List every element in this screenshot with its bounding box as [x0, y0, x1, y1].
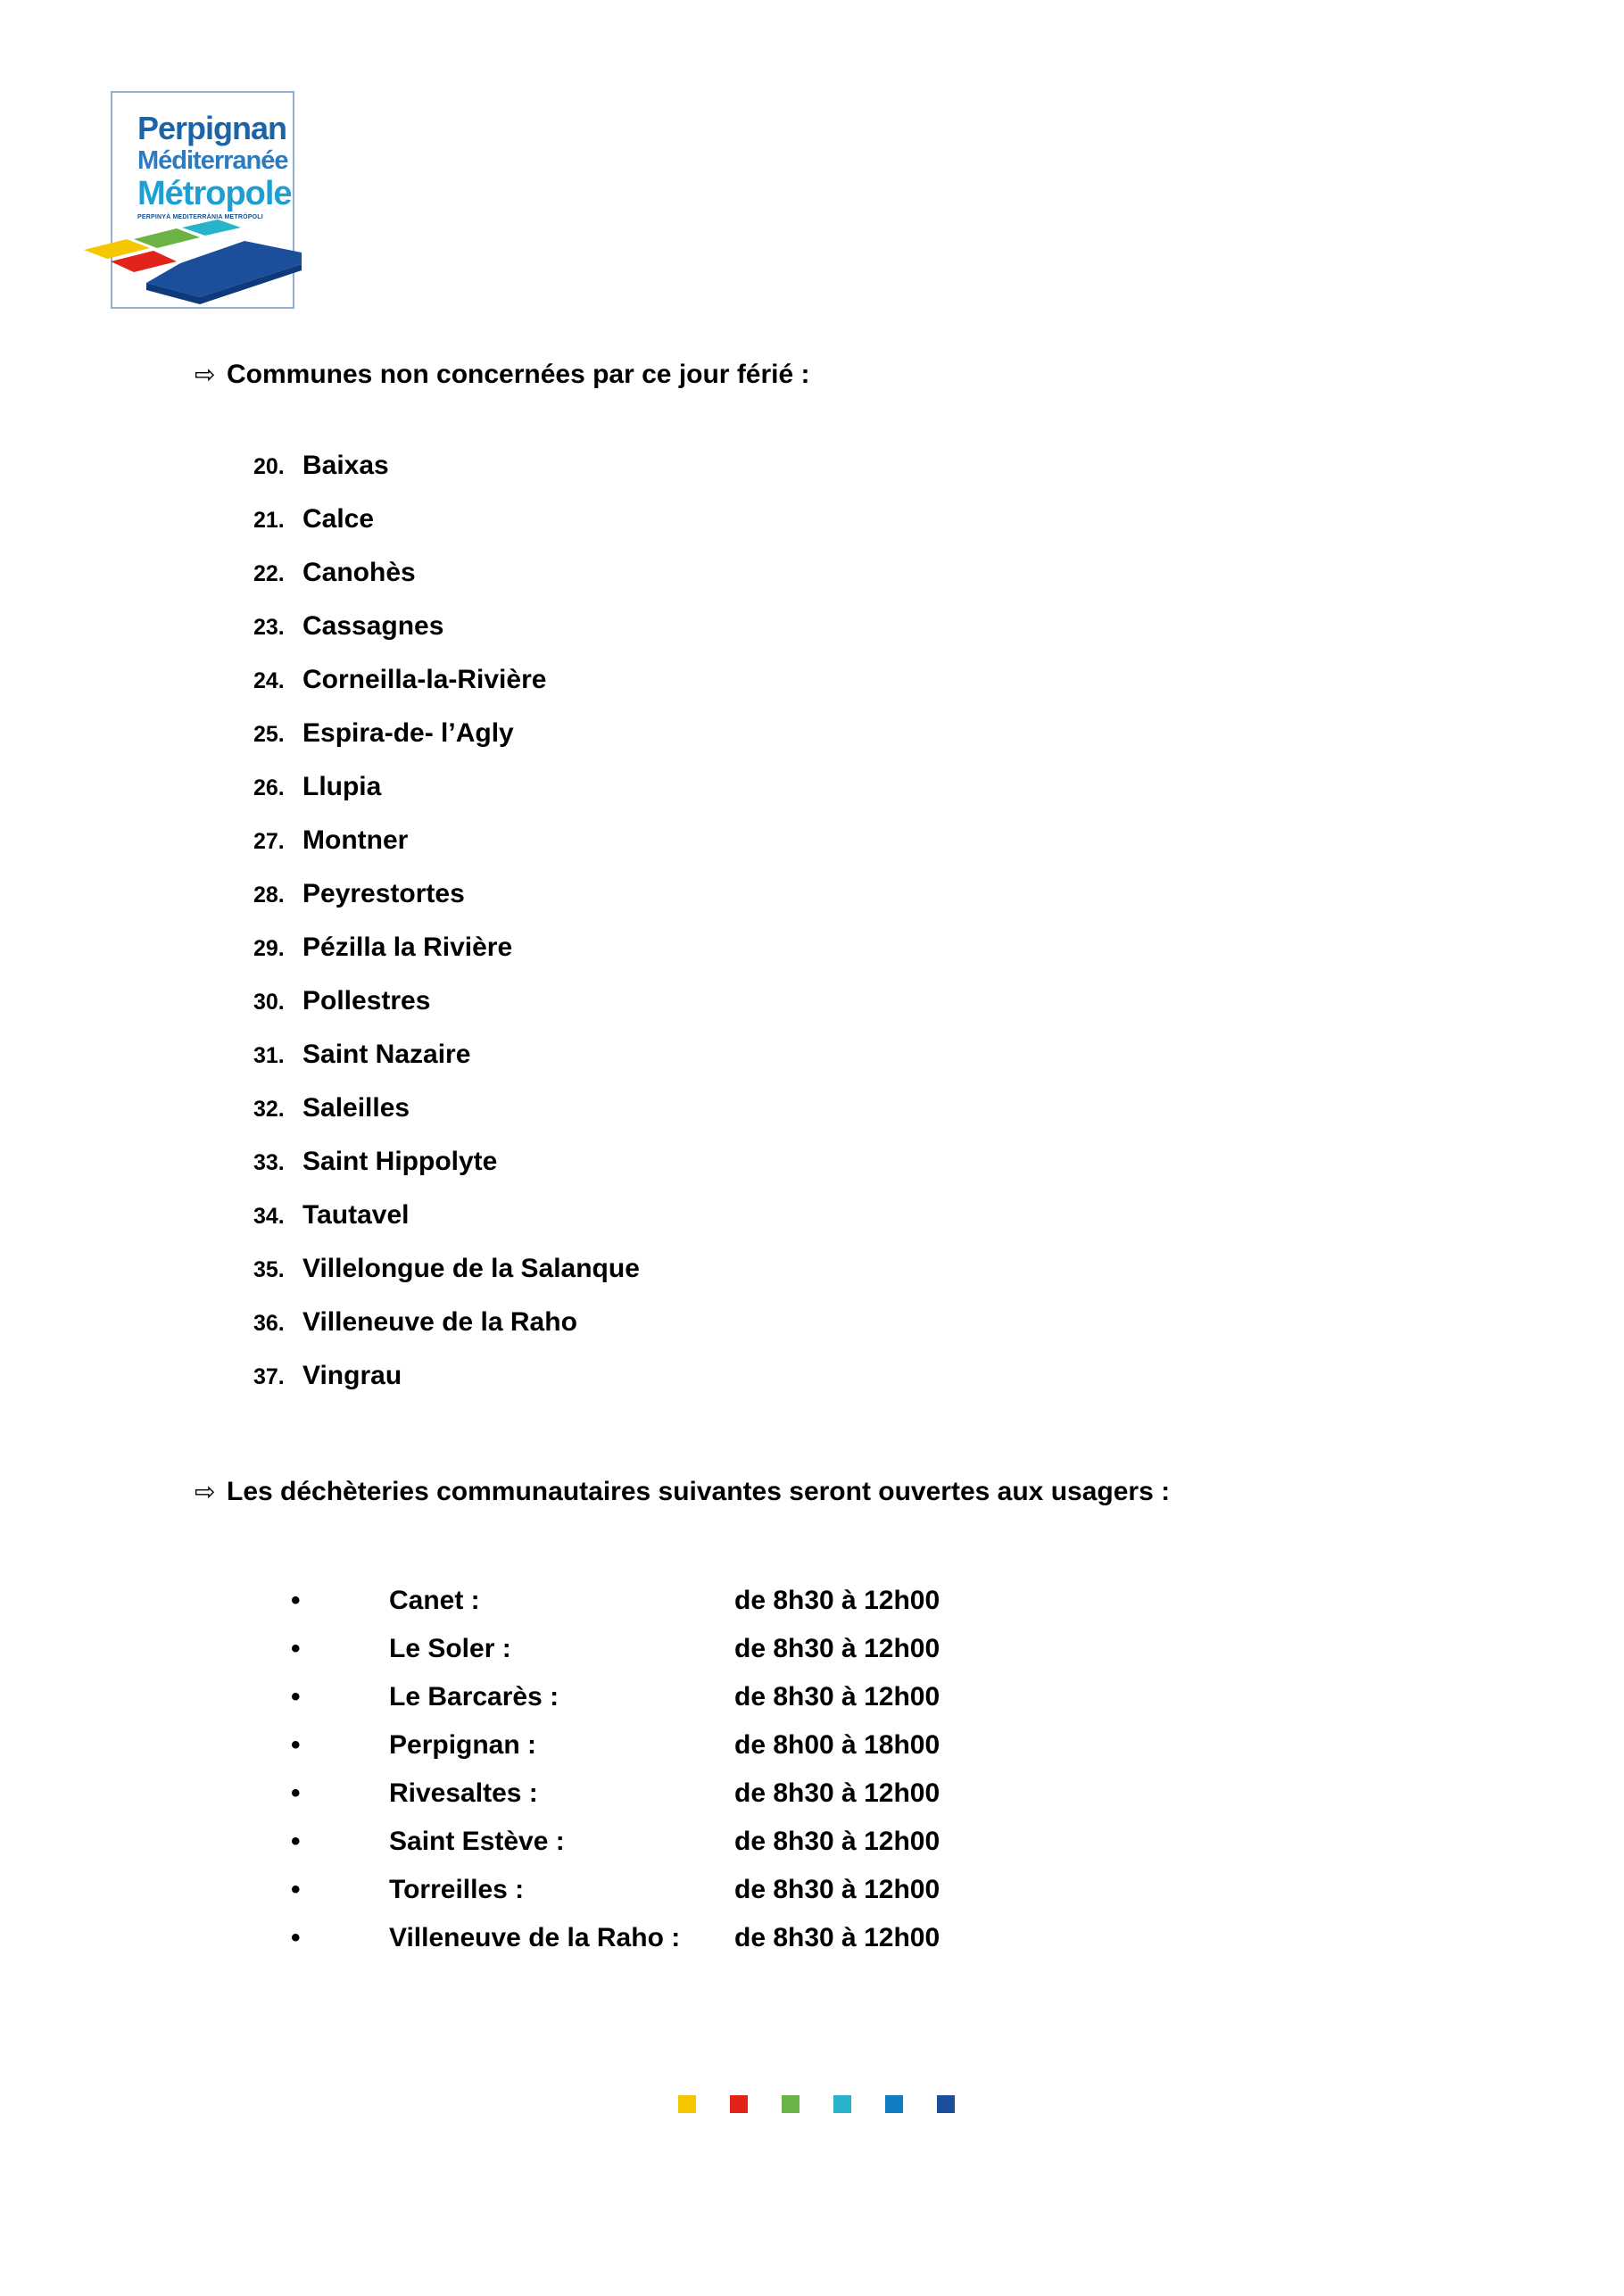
section-heading-communes	[195, 357, 810, 393]
decheterie-hours: de 8h30 à 12h00	[734, 1875, 940, 1904]
list-item-number: 37.	[253, 1364, 285, 1389]
list-item-name: Pollestres	[302, 986, 431, 1015]
list-item-name: Canohès	[302, 558, 416, 587]
color-square	[833, 2095, 851, 2113]
list-item	[253, 876, 640, 930]
list-item-name: Tautavel	[302, 1200, 410, 1230]
bullet-icon: •	[291, 1634, 301, 1663]
list-item-number: 21.	[253, 508, 285, 533]
decheterie-name: Rivesaltes :	[389, 1778, 538, 1808]
bullet-icon: •	[291, 1778, 301, 1808]
logo-line-1: Perpignan	[137, 110, 287, 146]
decheterie-name: Le Soler :	[389, 1634, 511, 1663]
list-item	[253, 662, 640, 716]
list-item-number: 29.	[253, 936, 285, 961]
list-item	[253, 1037, 640, 1090]
list-item	[253, 609, 640, 662]
list-item-number: 24.	[253, 668, 285, 693]
list-item	[253, 1358, 640, 1412]
decheterie-hours: de 8h30 à 12h00	[734, 1634, 940, 1663]
decheterie-name: Villeneuve de la Raho :	[389, 1923, 681, 1952]
list-item	[253, 1198, 640, 1251]
list-item	[253, 983, 640, 1037]
list-item	[253, 716, 640, 769]
list-item-number: 22.	[253, 561, 285, 586]
bullet-icon: •	[291, 1730, 301, 1760]
decheterie-name: Le Barcarès :	[389, 1682, 559, 1712]
list-item	[253, 1090, 640, 1144]
decheterie-hours: de 8h30 à 12h00	[734, 1778, 940, 1808]
bullet-icon: •	[291, 1682, 301, 1712]
list-item-name: Montner	[302, 825, 409, 855]
heading-text: Communes non concernées par ce jour férié :	[227, 360, 810, 389]
bullet-icon: •	[291, 1827, 301, 1856]
decheterie-name: Torreilles :	[389, 1875, 525, 1904]
list-item-name: Villeneuve de la Raho	[302, 1307, 577, 1337]
list-item-name: Pézilla la Rivière	[302, 932, 513, 962]
list-item-name: Cassagnes	[302, 611, 444, 641]
decheterie-hours: de 8h30 à 12h00	[734, 1923, 940, 1952]
list-item-number: 35.	[253, 1257, 285, 1282]
list-item-name: Baixas	[302, 451, 389, 480]
list-item-number: 25.	[253, 722, 285, 747]
decheterie-name: Saint Estève :	[389, 1827, 565, 1856]
list-item-number: 34.	[253, 1204, 285, 1229]
list-item-name: Espira-de- l’Agly	[302, 718, 514, 748]
bullet-icon: •	[291, 1875, 301, 1904]
decheterie-hours: de 8h00 à 18h00	[734, 1730, 940, 1760]
bullet-icon: •	[291, 1923, 301, 1952]
logo-line-3: Métropole	[137, 175, 292, 212]
logo	[84, 89, 307, 312]
arrow-right-icon: ⇨	[195, 361, 216, 388]
list-item-number: 23.	[253, 615, 285, 640]
commune-list	[253, 448, 640, 1412]
list-item-number: 31.	[253, 1043, 285, 1068]
list-item	[253, 930, 640, 983]
list-item-number: 26.	[253, 775, 285, 800]
decheterie-hours: de 8h30 à 12h00	[734, 1586, 940, 1615]
list-item-number: 28.	[253, 883, 285, 908]
list-item-number: 30.	[253, 990, 285, 1015]
list-item	[253, 823, 640, 876]
list-item-number: 32.	[253, 1097, 285, 1122]
logo-tagline: PERPINYÀ MEDITERRÀNIA METRÒPOLI	[137, 214, 263, 220]
decheterie-name: Perpignan :	[389, 1730, 537, 1760]
bullet-icon: •	[291, 1586, 301, 1615]
color-square	[885, 2095, 903, 2113]
color-square	[782, 2095, 800, 2113]
list-item-number: 20.	[253, 454, 285, 479]
list-item-name: Llupia	[302, 772, 382, 801]
list-item-name: Saint Hippolyte	[302, 1147, 498, 1176]
list-item-number: 36.	[253, 1311, 285, 1336]
list-item	[253, 1305, 640, 1358]
list-item	[253, 769, 640, 823]
decheterie-hours: de 8h30 à 12h00	[734, 1682, 940, 1712]
list-item-name: Corneilla-la-Rivière	[302, 665, 547, 694]
list-item	[253, 448, 640, 501]
list-item-number: 33.	[253, 1150, 285, 1175]
color-square	[730, 2095, 748, 2113]
color-square	[678, 2095, 696, 2113]
list-item-name: Saleilles	[302, 1093, 410, 1123]
heading-text: Les déchèteries communautaires suivantes seront ouvertes aux usagers :	[227, 1477, 1171, 1506]
list-item	[253, 555, 640, 609]
list-item-number: 27.	[253, 829, 285, 854]
logo-line-2: Méditerranée	[137, 146, 288, 175]
logo-tiles-icon	[84, 89, 307, 312]
decheterie-name: Canet :	[389, 1586, 480, 1615]
list-item-name: Peyrestortes	[302, 879, 465, 908]
color-square	[937, 2095, 955, 2113]
list-item	[253, 1144, 640, 1198]
section-heading-decheteries	[195, 1474, 1170, 1510]
list-item-name: Villelongue de la Salanque	[302, 1254, 640, 1283]
arrow-right-icon: ⇨	[195, 1478, 216, 1505]
list-item	[253, 1251, 640, 1305]
list-item-name: Saint Nazaire	[302, 1040, 471, 1069]
list-item-name: Vingrau	[302, 1361, 402, 1390]
decheterie-hours: de 8h30 à 12h00	[734, 1827, 940, 1856]
list-item-name: Calce	[302, 504, 375, 534]
list-item	[253, 501, 640, 555]
